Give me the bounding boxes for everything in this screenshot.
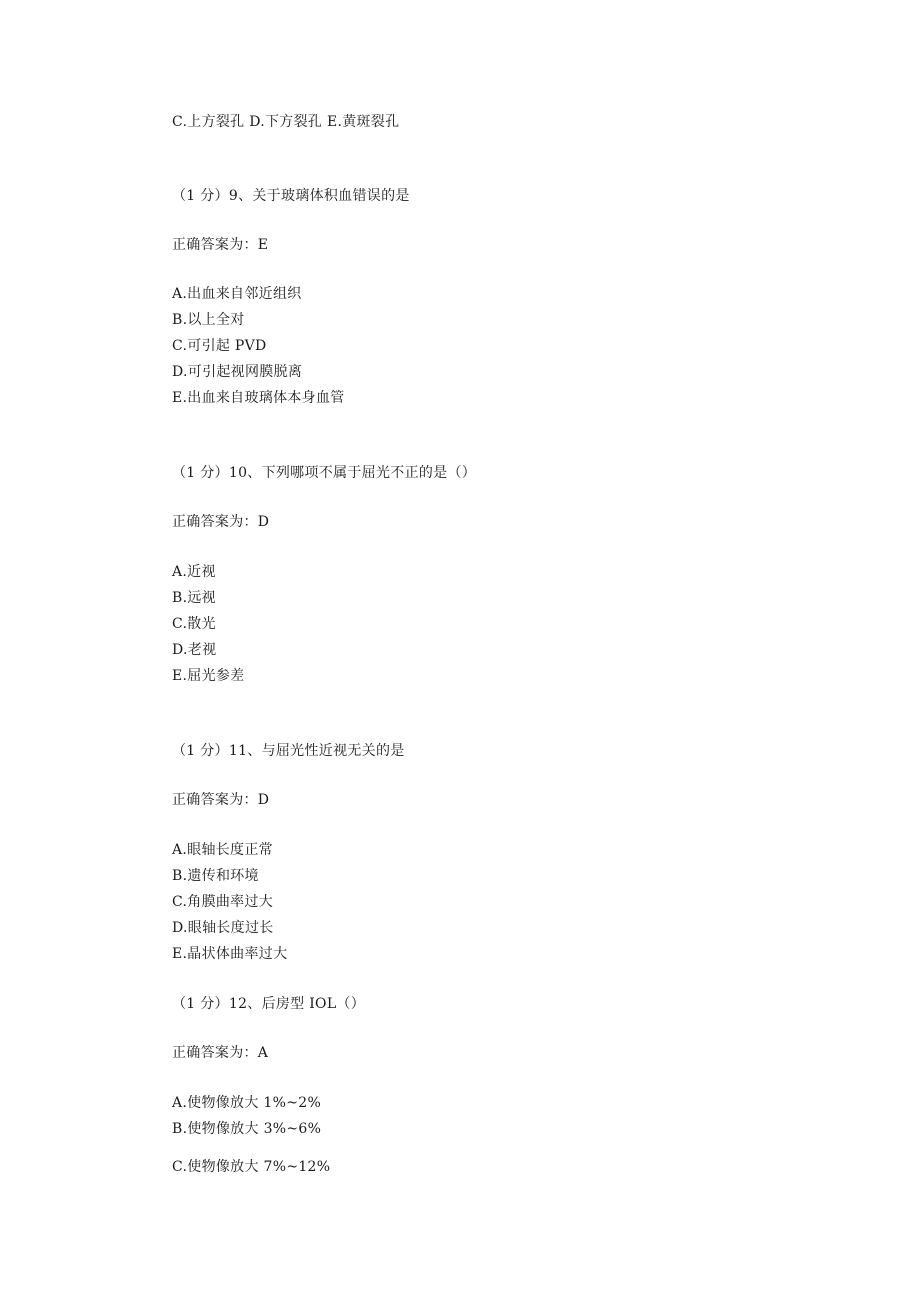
q10-option-e: E.屈光参差 <box>172 668 245 684</box>
q11-option-a: A.眼轴长度正常 <box>172 842 273 858</box>
q12-answer: 正确答案为：A <box>172 1045 269 1061</box>
q10-answer: 正确答案为：D <box>172 514 270 530</box>
q11-option-c: C.角膜曲率过大 <box>172 894 274 910</box>
q9-question: （1 分）9、关于玻璃体积血错误的是 <box>172 188 410 204</box>
q8-options-cde: C.上方裂孔 D.下方裂孔 E.黄斑裂孔 <box>172 114 400 130</box>
q10-question: （1 分）10、下列哪项不属于屈光不正的是（） <box>172 465 477 481</box>
q9-option-a: A.出血来自邻近组织 <box>172 286 302 302</box>
q11-option-b: B.遗传和环境 <box>172 868 259 884</box>
q10-option-b: B.远视 <box>172 590 216 606</box>
q10-option-a: A.近视 <box>172 564 216 580</box>
q12-question: （1 分）12、后房型 IOL（） <box>172 996 366 1012</box>
q10-option-d: D.老视 <box>172 642 217 658</box>
q10-option-c: C.散光 <box>172 616 216 632</box>
q11-option-d: D.眼轴长度过长 <box>172 920 274 936</box>
q9-option-d: D.可引起视网膜脱离 <box>172 364 303 380</box>
q9-option-e: E.出血来自玻璃体本身血管 <box>172 390 345 406</box>
q12-option-a: A.使物像放大 1%~2% <box>172 1095 322 1111</box>
q9-option-c: C.可引起 PVD <box>172 338 267 354</box>
q11-answer: 正确答案为：D <box>172 792 270 808</box>
q11-option-e: E.晶状体曲率过大 <box>172 946 288 962</box>
q9-answer: 正确答案为：E <box>172 237 269 253</box>
q12-option-b: B.使物像放大 3%~6% <box>172 1121 322 1137</box>
q9-option-b: B.以上全对 <box>172 312 245 328</box>
q12-option-c: C.使物像放大 7%~12% <box>172 1159 331 1175</box>
q11-question: （1 分）11、与屈光性近视无关的是 <box>172 743 405 759</box>
